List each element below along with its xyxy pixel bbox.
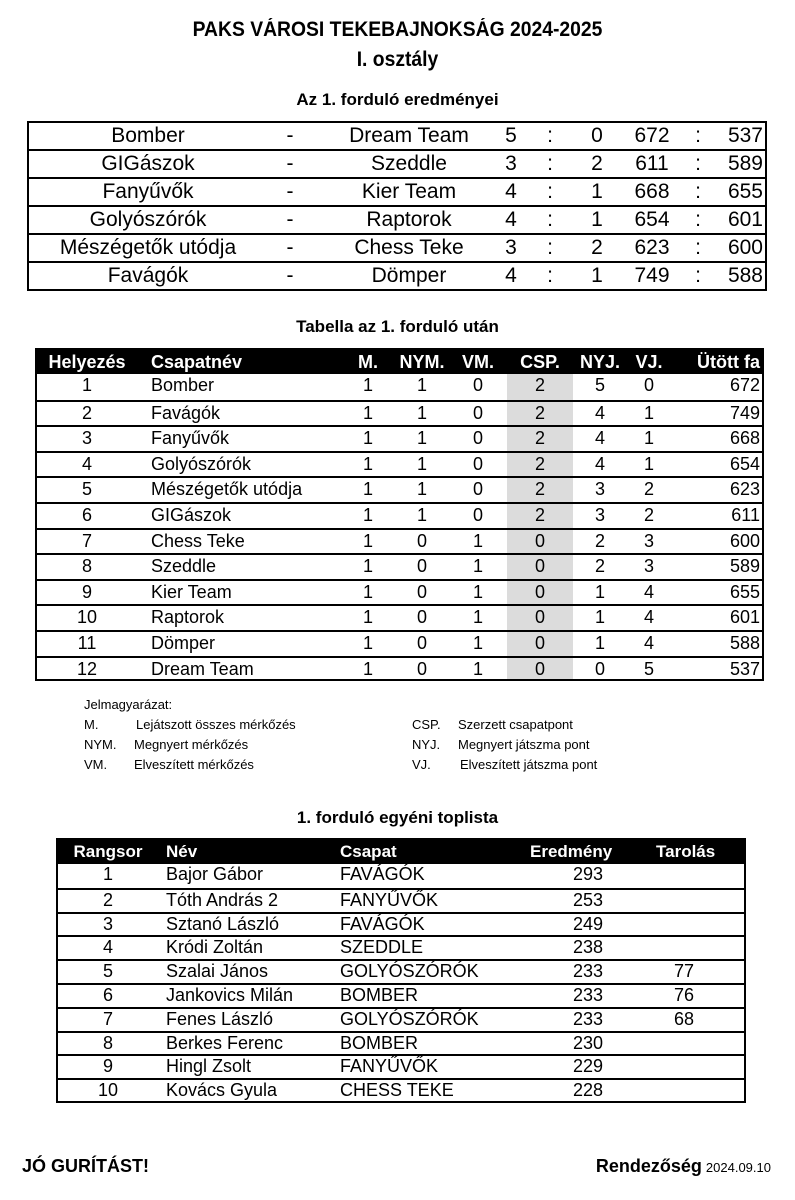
rank: 9: [102, 1056, 113, 1077]
team-name: Szeddle: [151, 556, 217, 577]
rank: 8: [102, 1032, 113, 1053]
home-pins: 749: [634, 264, 670, 287]
results-title: Az 1. forduló eredményei: [296, 90, 499, 109]
score-separator: :: [547, 180, 553, 203]
home-team: Golyószórók: [89, 208, 207, 231]
pins: 600: [729, 530, 760, 551]
position: 6: [81, 505, 92, 525]
score: 230: [572, 1032, 604, 1053]
lost-matches: 0: [472, 402, 483, 423]
pins: 672: [729, 375, 760, 395]
player-name: Szalai János: [166, 961, 269, 982]
rank: 10: [97, 1080, 119, 1101]
player-name: Sztanó László: [166, 913, 280, 934]
score-separator: :: [547, 208, 553, 231]
legend-description: Elveszített játszma pont: [460, 757, 598, 772]
score: 233: [572, 1008, 604, 1029]
result-row: [29, 151, 765, 179]
score: 293: [572, 864, 604, 884]
lost-sets: 3: [643, 530, 654, 551]
page-title: PAKS VÁROSI TEKEBAJNOKSÁG 2024-2025: [192, 18, 603, 41]
pins: 611: [731, 505, 760, 525]
lost-sets: 1: [643, 402, 654, 423]
won-sets: 4: [594, 453, 605, 474]
position: 12: [76, 658, 98, 679]
team-name: Favágók: [151, 402, 221, 423]
score: 249: [572, 913, 604, 934]
lost-matches: 1: [472, 607, 483, 628]
score: 238: [572, 937, 604, 958]
rank: 7: [102, 1008, 113, 1029]
team-points: 2: [534, 453, 545, 474]
standings-header-row: [37, 350, 762, 374]
team-name: Golyószórók: [151, 453, 252, 474]
toplist-row: [58, 864, 744, 888]
player-name: Berkes Ferenc: [166, 1032, 284, 1053]
home-score: 4: [505, 208, 517, 231]
standings-table: [35, 348, 764, 681]
score-separator: :: [547, 124, 553, 147]
pins: 655: [729, 581, 760, 602]
col-header-team-points: CSP.: [520, 352, 560, 372]
home-score: 3: [505, 152, 517, 175]
result-row: [29, 235, 765, 263]
team-name: Dömper: [151, 633, 216, 653]
lost-matches: 0: [472, 428, 483, 449]
won-sets: 2: [594, 530, 605, 551]
col-header-pins: Ütött fa: [697, 352, 760, 372]
col-header-lost-sets: VJ.: [635, 352, 663, 372]
col-header-position: Helyezés: [48, 352, 126, 372]
closing-greeting: JÓ GURÍTÁST!: [22, 1156, 150, 1176]
standings-row: [37, 476, 762, 502]
legend-abbreviation: VM.: [84, 757, 108, 772]
publish-date: 2024.09.10: [705, 1160, 771, 1175]
matches: 1: [362, 375, 373, 395]
player-name: Jankovics Milán: [166, 985, 294, 1005]
col-header-rank: Rangsor: [73, 842, 143, 861]
team-points: 0: [534, 556, 545, 577]
result-row: [29, 207, 765, 235]
away-pins: 601: [727, 208, 763, 231]
team-points: 2: [534, 505, 545, 525]
away-team: Dömper: [371, 264, 447, 287]
team-name: Chess Teke: [151, 530, 245, 551]
won-matches: 0: [416, 658, 427, 679]
col-header-clears: Tarolás: [656, 842, 716, 861]
rank: 1: [102, 864, 113, 884]
signature: Rendezőség: [595, 1156, 702, 1176]
toplist-row: [58, 1031, 744, 1055]
won-sets: 2: [594, 556, 605, 577]
standings-row: [37, 579, 762, 605]
lost-matches: 0: [472, 479, 483, 500]
pins: 588: [729, 633, 760, 653]
rank: 3: [102, 913, 113, 934]
won-matches: 0: [416, 633, 427, 653]
lost-matches: 1: [472, 658, 483, 679]
legend-item: [412, 715, 573, 735]
standings-row: [37, 451, 762, 477]
rank: 4: [102, 937, 113, 958]
away-team: Dream Team: [349, 124, 469, 147]
pins: 537: [729, 658, 760, 679]
results-table: [27, 121, 767, 291]
toplist-row: [58, 888, 744, 912]
matches: 1: [362, 505, 373, 525]
pins-separator: :: [695, 152, 701, 175]
score: 233: [572, 961, 604, 982]
col-header-won-matches: NYM.: [399, 352, 445, 372]
lost-sets: 0: [643, 375, 654, 395]
lost-matches: 1: [472, 633, 483, 653]
legend-title: Jelmagyarázat:: [84, 697, 173, 712]
won-sets: 1: [594, 581, 605, 602]
score: 253: [572, 889, 604, 910]
division-subtitle: I. osztály: [356, 48, 439, 71]
won-sets: 4: [594, 428, 605, 449]
away-team: Szeddle: [371, 152, 447, 175]
matches: 1: [362, 453, 373, 474]
team-name: Raptorok: [151, 607, 225, 628]
player-team: BOMBER: [340, 1032, 419, 1053]
rank: 2: [102, 889, 113, 910]
won-matches: 0: [416, 607, 427, 628]
score-separator: :: [547, 264, 553, 287]
pins: 601: [729, 607, 760, 628]
team-name: Dream Team: [151, 658, 254, 679]
lost-sets: 4: [643, 633, 654, 653]
legend-abbreviation: NYM.: [84, 737, 117, 752]
result-row: [29, 263, 765, 291]
won-matches: 0: [416, 530, 427, 551]
matches: 1: [362, 607, 373, 628]
standings-row: [37, 502, 762, 528]
pins: 623: [729, 479, 760, 500]
col-header-lost-matches: VM.: [461, 352, 494, 372]
standings-row: [37, 425, 762, 451]
lost-sets: 2: [643, 505, 654, 525]
lost-matches: 1: [472, 581, 483, 602]
player-team: FAVÁGÓK: [340, 864, 425, 884]
lost-sets: 2: [643, 479, 654, 500]
result-row: [29, 179, 765, 207]
team-points: 0: [534, 658, 545, 679]
team-points: 2: [534, 375, 545, 395]
score-separator: :: [547, 236, 553, 259]
matches: 1: [362, 428, 373, 449]
legend-abbreviation: VJ.: [412, 757, 431, 772]
position: 9: [81, 581, 92, 602]
matches: 1: [362, 633, 373, 653]
player-team: BOMBER: [340, 985, 419, 1005]
lost-sets: 1: [643, 453, 654, 474]
toplist-header-row: [58, 840, 744, 864]
position: 4: [81, 453, 92, 474]
team-name: Bomber: [151, 375, 215, 395]
team-points: 0: [534, 530, 545, 551]
player-team: FANYŰVŐK: [340, 1056, 439, 1077]
standings-row: [37, 400, 762, 426]
away-pins: 655: [727, 180, 763, 203]
lost-sets: 4: [643, 607, 654, 628]
lost-sets: 3: [643, 556, 654, 577]
pins-separator: :: [695, 180, 701, 203]
position: 5: [81, 479, 92, 500]
team-points: 2: [534, 402, 545, 423]
won-sets: 5: [594, 375, 605, 395]
won-matches: 1: [416, 428, 427, 449]
standings-row: [37, 553, 762, 579]
won-matches: 1: [416, 505, 427, 525]
home-team: Bomber: [111, 124, 185, 147]
toplist-row: [58, 983, 744, 1007]
signature-block: [596, 1156, 771, 1177]
won-matches: 1: [416, 479, 427, 500]
lost-sets: 4: [643, 581, 654, 602]
won-matches: 1: [416, 402, 427, 423]
won-sets: 0: [594, 658, 605, 679]
score-separator: :: [547, 152, 553, 175]
versus-separator: -: [286, 264, 294, 287]
position: 3: [81, 428, 92, 449]
away-score: 1: [591, 208, 603, 231]
pins: 668: [729, 428, 760, 449]
player-name: Kovács Gyula: [166, 1080, 278, 1101]
matches: 1: [362, 530, 373, 551]
result-row: [29, 123, 765, 151]
pins-separator: :: [695, 208, 701, 231]
player-team: GOLYÓSZÓRÓK: [340, 961, 479, 982]
toplist-row: [58, 912, 744, 936]
legend-item: [84, 735, 248, 755]
matches: 1: [362, 658, 373, 679]
away-pins: 589: [727, 152, 763, 175]
home-pins: 623: [634, 236, 670, 259]
team-points: 0: [534, 581, 545, 602]
player-team: CHESS TEKE: [340, 1080, 454, 1101]
legend-description: Elveszített mérkőzés: [134, 757, 254, 772]
score: 228: [572, 1080, 604, 1101]
legend-item: [412, 755, 597, 775]
standings-row: [37, 656, 762, 682]
lost-matches: 0: [472, 375, 483, 395]
team-points: 2: [534, 428, 545, 449]
position: 11: [77, 633, 97, 653]
legend-description: Szerzett csapatpont: [458, 717, 573, 732]
standings-title: Tabella az 1. forduló után: [296, 317, 499, 336]
lost-matches: 0: [472, 453, 483, 474]
team-points: 0: [534, 633, 545, 653]
legend-description: Megnyert mérkőzés: [134, 737, 249, 752]
won-sets: 3: [594, 479, 605, 500]
won-matches: 1: [416, 453, 427, 474]
home-team: Favágók: [107, 264, 189, 287]
player-name: Kródi Zoltán: [166, 937, 264, 958]
legend-abbreviation: M.: [84, 717, 99, 732]
toplist-row: [58, 959, 744, 983]
team-name: Mészégetők utódja: [151, 479, 303, 500]
legend-item: [84, 715, 296, 735]
legend-item: [84, 755, 254, 775]
standings-row: [37, 374, 762, 400]
won-sets: 1: [594, 607, 605, 628]
pins: 589: [729, 556, 760, 577]
player-name: Bajor Gábor: [166, 864, 264, 884]
standings-row: [37, 528, 762, 554]
toplist-row: [58, 1078, 744, 1102]
standings-row: [37, 630, 762, 656]
lost-sets: 1: [643, 428, 654, 449]
home-team: Fanyűvők: [102, 180, 194, 203]
legend-abbreviation: NYJ.: [412, 737, 441, 752]
clears: 68: [673, 1008, 695, 1029]
away-score: 1: [591, 180, 603, 203]
lost-matches: 1: [472, 530, 483, 551]
away-team: Kier Team: [361, 180, 457, 203]
team-name: GIGászok: [151, 505, 232, 525]
away-score: 2: [591, 152, 603, 175]
versus-separator: -: [286, 236, 294, 259]
home-pins: 672: [634, 124, 670, 147]
lost-sets: 5: [643, 658, 654, 679]
toplist-table: [56, 838, 746, 1103]
versus-separator: -: [286, 124, 294, 147]
away-score: 0: [591, 124, 603, 147]
away-team: Chess Teke: [354, 236, 464, 259]
pins-separator: :: [695, 124, 701, 147]
position: 2: [81, 402, 92, 423]
versus-separator: -: [286, 152, 294, 175]
clears: 77: [673, 961, 695, 982]
player-team: FAVÁGÓK: [340, 913, 425, 934]
home-pins: 654: [634, 208, 670, 231]
score: 233: [572, 985, 604, 1005]
matches: 1: [362, 556, 373, 577]
home-score: 4: [505, 180, 517, 203]
home-score: 5: [505, 124, 517, 147]
won-sets: 1: [594, 633, 605, 653]
team-points: 0: [534, 607, 545, 628]
rank: 5: [102, 961, 113, 982]
won-matches: 1: [416, 375, 427, 395]
toplist-row: [58, 1054, 744, 1078]
player-name: Hingl Zsolt: [166, 1056, 252, 1077]
matches: 1: [362, 479, 373, 500]
pins-separator: :: [695, 236, 701, 259]
col-header-won-sets: NYJ.: [579, 352, 621, 372]
toplist-row: [58, 1007, 744, 1031]
lost-matches: 1: [472, 556, 483, 577]
home-team: GIGászok: [101, 152, 195, 175]
home-score: 3: [505, 236, 517, 259]
pins: 749: [729, 402, 760, 423]
col-header-matches: M.: [358, 352, 378, 372]
pins-separator: :: [695, 264, 701, 287]
clears: 76: [673, 985, 695, 1005]
legend-description: Lejátszott összes mérkőzés: [136, 717, 296, 732]
home-score: 4: [505, 264, 517, 287]
won-sets: 4: [594, 402, 605, 423]
lost-matches: 0: [472, 505, 483, 525]
position: 10: [76, 607, 98, 628]
legend-item: [412, 735, 590, 755]
away-score: 2: [591, 236, 603, 259]
team-name: Kier Team: [151, 581, 232, 602]
standings-row: [37, 604, 762, 630]
player-name: Fenes László: [166, 1008, 274, 1029]
away-pins: 600: [727, 236, 763, 259]
toplist-title: 1. forduló egyéni toplista: [296, 808, 499, 827]
won-matches: 0: [416, 556, 427, 577]
team-name: Fanyűvők: [151, 428, 230, 449]
col-header-player-name: Név: [166, 842, 198, 861]
won-matches: 0: [416, 581, 427, 602]
away-pins: 588: [727, 264, 763, 287]
won-sets: 3: [594, 505, 605, 525]
player-team: GOLYÓSZÓRÓK: [340, 1008, 479, 1029]
team-points: 2: [534, 479, 545, 500]
home-pins: 668: [634, 180, 670, 203]
matches: 1: [362, 581, 373, 602]
home-team: Mészégetők utódja: [59, 236, 237, 259]
versus-separator: -: [286, 180, 294, 203]
position: 7: [81, 530, 92, 551]
score: 229: [572, 1056, 604, 1077]
col-header-score: Eredmény: [530, 842, 613, 861]
away-team: Raptorok: [366, 208, 452, 231]
matches: 1: [362, 402, 373, 423]
position: 1: [81, 375, 92, 395]
versus-separator: -: [286, 208, 294, 231]
away-pins: 537: [727, 124, 763, 147]
player-team: FANYŰVŐK: [340, 889, 439, 910]
toplist-row: [58, 935, 744, 959]
away-score: 1: [591, 264, 603, 287]
legend-abbreviation: CSP.: [412, 717, 441, 732]
rank: 6: [102, 985, 113, 1005]
pins: 654: [729, 453, 760, 474]
player-name: Tóth András 2: [166, 889, 279, 910]
player-team: SZEDDLE: [340, 937, 424, 958]
col-header-team-name: Csapatnév: [151, 352, 243, 372]
legend-description: Megnyert játszma pont: [458, 737, 590, 752]
home-pins: 611: [635, 152, 669, 175]
col-header-team: Csapat: [340, 842, 397, 861]
position: 8: [81, 556, 92, 577]
